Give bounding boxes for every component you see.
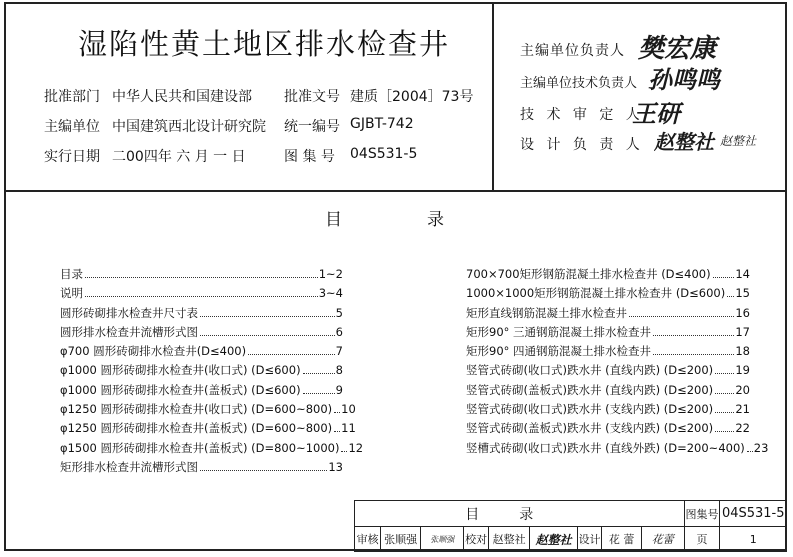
toc-leader-dots xyxy=(334,431,340,432)
toc-entry-title: φ1250 圆形砖砌排水检查井(收口式) (D=600~800) xyxy=(60,402,333,417)
toc-entry-title: 竖槽式砖砌(收口式)跌水井 (直线外跌) (D=200~400) xyxy=(466,440,745,455)
toc-entry-page: 19 xyxy=(735,363,750,378)
toc-entry-page: 20 xyxy=(735,382,750,397)
toc-entry-page: 6 xyxy=(335,324,343,339)
toc-entry-title: 竖管式砖砌(盖板式)跌水井 (直线内跌) (D≤200) xyxy=(466,382,714,397)
toc-leader-dots xyxy=(303,373,335,374)
meta-value-editor-unit: 中国建筑西北设计研究院 xyxy=(112,119,266,135)
toc-leader-dots xyxy=(303,393,335,394)
toc-leader-dots xyxy=(629,316,734,317)
toc-leader-dots xyxy=(727,296,734,297)
toc-leader-dots xyxy=(248,354,335,355)
toc-entry-page: 14 xyxy=(735,267,750,281)
toc-entry xyxy=(60,420,356,439)
meta-value-effective-date: 二00四年 六 月 一 日 xyxy=(112,149,246,165)
toc-entry xyxy=(60,440,364,459)
meta-value-unified-no: GJBT-742 xyxy=(350,116,414,132)
title-block-drawing-title: 目录 xyxy=(355,501,685,527)
meta-label-effective-date: 实行日期 xyxy=(44,149,100,165)
toc-leader-dots xyxy=(715,412,734,413)
title-block-set-number: 04S531-5 xyxy=(720,501,787,527)
toc-entry xyxy=(60,343,343,362)
meta-value-approval-dept: 中华人民共和国建设部 xyxy=(112,89,252,105)
toc-left-column xyxy=(60,266,364,478)
title-block-check-label: 校对 xyxy=(464,527,488,552)
toc-leader-dots xyxy=(653,354,734,355)
toc-leader-dots xyxy=(713,277,735,278)
toc-entry xyxy=(466,305,750,324)
toc-entry-page: 8 xyxy=(335,363,343,378)
toc-entry xyxy=(60,266,343,285)
toc-leader-dots xyxy=(747,451,753,452)
meta-label-approval-dept: 批准部门 xyxy=(44,89,100,105)
toc-entry-title: φ700 圆形砖砌排水检查井(D≤400) xyxy=(60,344,247,359)
toc-entry-page: 7 xyxy=(335,344,343,359)
title-block-designer: 花 蕾 xyxy=(602,527,642,552)
toc-entry-title: 矩形90° 三通钢筋混凝土排水检查井 xyxy=(466,324,652,339)
title-block-review-label: 审核 xyxy=(355,527,381,552)
toc-entry-page: 13 xyxy=(328,459,343,474)
title-block-designer-signature: 花蕾 xyxy=(641,527,684,552)
toc-entry-title: 700×700矩形钢筋混凝土排水检查井 (D≤400) xyxy=(466,267,711,281)
toc-entry xyxy=(60,401,356,420)
toc-entry-page: 12 xyxy=(348,440,364,455)
toc-entry-title: 矩形90° 四通钢筋混凝土排水检查井 xyxy=(466,344,652,359)
title-block xyxy=(354,500,787,552)
meta-label-unified-no: 统一编号 xyxy=(284,119,340,135)
toc-leader-dots xyxy=(715,431,734,432)
toc-entry-title: 竖管式砖砌(盖板式)跌水井 (支线内跌) (D≤200) xyxy=(466,421,714,436)
toc-entry xyxy=(466,324,750,343)
toc-entry xyxy=(60,459,343,478)
toc-entry xyxy=(466,401,750,420)
toc-entry-page: 21 xyxy=(735,402,750,417)
toc-entry xyxy=(466,420,750,439)
signature-design-lead-cursive: 赵整社 xyxy=(720,134,757,148)
header-divider xyxy=(4,190,787,192)
toc-entry-page: 1~2 xyxy=(318,267,343,281)
toc-entry-page: 10 xyxy=(341,402,356,417)
toc-entry-title: 圆形排水检查井流槽形式图 xyxy=(60,324,198,339)
title-block-set-label: 图集号 xyxy=(684,501,720,527)
toc-entry xyxy=(60,362,343,381)
toc-entry-page: 18 xyxy=(735,344,750,359)
title-block-reviewer: 张顺强 xyxy=(381,527,421,552)
toc-entry-title: 竖管式砖砌(收口式)跌水井 (支线内跌) (D≤200) xyxy=(466,402,714,417)
toc-leader-dots xyxy=(341,451,347,452)
toc-leader-dots xyxy=(85,277,318,278)
meta-label-editor-unit: 主编单位 xyxy=(44,119,100,135)
title-block-checker-signature: 赵整社 xyxy=(530,527,577,552)
toc-entry-page: 9 xyxy=(335,382,343,397)
toc-leader-dots xyxy=(715,373,734,374)
meta-label-atlas-no: 图 集 号 xyxy=(284,149,335,165)
toc-entry-title: φ1000 圆形砖砌排水检查井(收口式) (D≤600) xyxy=(60,363,301,378)
meta-value-atlas-no: 04S531-5 xyxy=(350,146,418,162)
toc-entry-title: 矩形直线钢筋混凝土排水检查井 xyxy=(466,305,627,320)
signature-reviewer: 王研 xyxy=(632,99,680,128)
toc-entry xyxy=(60,324,343,343)
toc-entry-page: 17 xyxy=(735,324,750,339)
toc-leader-dots xyxy=(85,296,318,297)
signature-design-lead: 赵整社 xyxy=(654,130,714,154)
toc-entry xyxy=(466,362,750,381)
toc-entry-page: 23 xyxy=(753,440,769,455)
toc-leader-dots xyxy=(200,335,335,336)
title-block-page-number: 1 xyxy=(720,527,787,552)
toc-leader-dots xyxy=(715,393,734,394)
toc-entry-page: 5 xyxy=(335,305,343,320)
toc-entry-title: φ1250 圆形砖砌排水检查井(盖板式) (D=600~800) xyxy=(60,421,333,436)
toc-entry xyxy=(466,440,769,459)
toc-entry xyxy=(60,285,343,304)
toc-leader-dots xyxy=(334,412,340,413)
toc-entry xyxy=(466,266,750,285)
toc-entry xyxy=(466,285,750,304)
signature-chief-unit: 樊宏康 xyxy=(638,34,717,64)
header-vertical-divider xyxy=(492,2,494,190)
toc-entry-title: 1000×1000矩形钢筋混凝土排水检查井 (D≤600) xyxy=(466,286,726,301)
title-block-reviewer-signature: 张顺强 xyxy=(421,527,464,552)
toc-entry-title: φ1000 圆形砖砌排水检查井(盖板式) (D≤600) xyxy=(60,382,301,397)
toc-leader-dots xyxy=(653,335,734,336)
signature-tech-lead: 孙鸣鸣 xyxy=(648,65,720,94)
resp-label-reviewer: 技 术 审 定 人 xyxy=(520,107,644,123)
toc-entry-title: 矩形排水检查井流槽形式图 xyxy=(60,459,198,474)
toc-entry-title: 圆形砖砌排水检查井尺寸表 xyxy=(60,305,198,320)
toc-entry-page: 11 xyxy=(341,421,356,436)
toc-entry-page: 16 xyxy=(735,305,750,320)
toc-entry-title: 目录 xyxy=(60,267,83,281)
resp-label-chief-unit: 主编单位负责人 xyxy=(520,43,625,59)
toc-entry-page: 3~4 xyxy=(318,286,343,301)
toc-entry-page: 15 xyxy=(735,286,750,301)
toc-entry-page: 22 xyxy=(735,421,750,436)
meta-label-approval-no: 批准文号 xyxy=(284,89,340,105)
document-title: 湿陷性黄土地区排水检查井 xyxy=(78,27,451,61)
meta-value-approval-no: 建质［2004］73号 xyxy=(350,89,474,105)
toc-entry xyxy=(466,382,750,401)
title-block-page-label: 页 xyxy=(684,527,720,552)
contents-heading: 目录 xyxy=(325,210,529,230)
resp-label-tech-lead: 主编单位技术负责人 xyxy=(520,76,638,91)
title-block-checker: 赵整社 xyxy=(488,527,530,552)
toc-leader-dots xyxy=(200,316,335,317)
toc-entry xyxy=(466,343,750,362)
toc-entry-title: 竖管式砖砌(收口式)跌水井 (直线内跌) (D≤200) xyxy=(466,363,714,378)
toc-entry xyxy=(60,382,343,401)
toc-entry-title: φ1500 圆形砖砌排水检查井(盖板式) (D=800~1000) xyxy=(60,440,340,455)
toc-entry-title: 说明 xyxy=(60,286,83,301)
toc-entry xyxy=(60,305,343,324)
toc-leader-dots xyxy=(200,470,327,471)
title-block-design-label: 设计 xyxy=(577,527,601,552)
resp-label-design-lead: 设 计 负 责 人 xyxy=(520,137,644,153)
toc-right-column xyxy=(466,266,769,459)
